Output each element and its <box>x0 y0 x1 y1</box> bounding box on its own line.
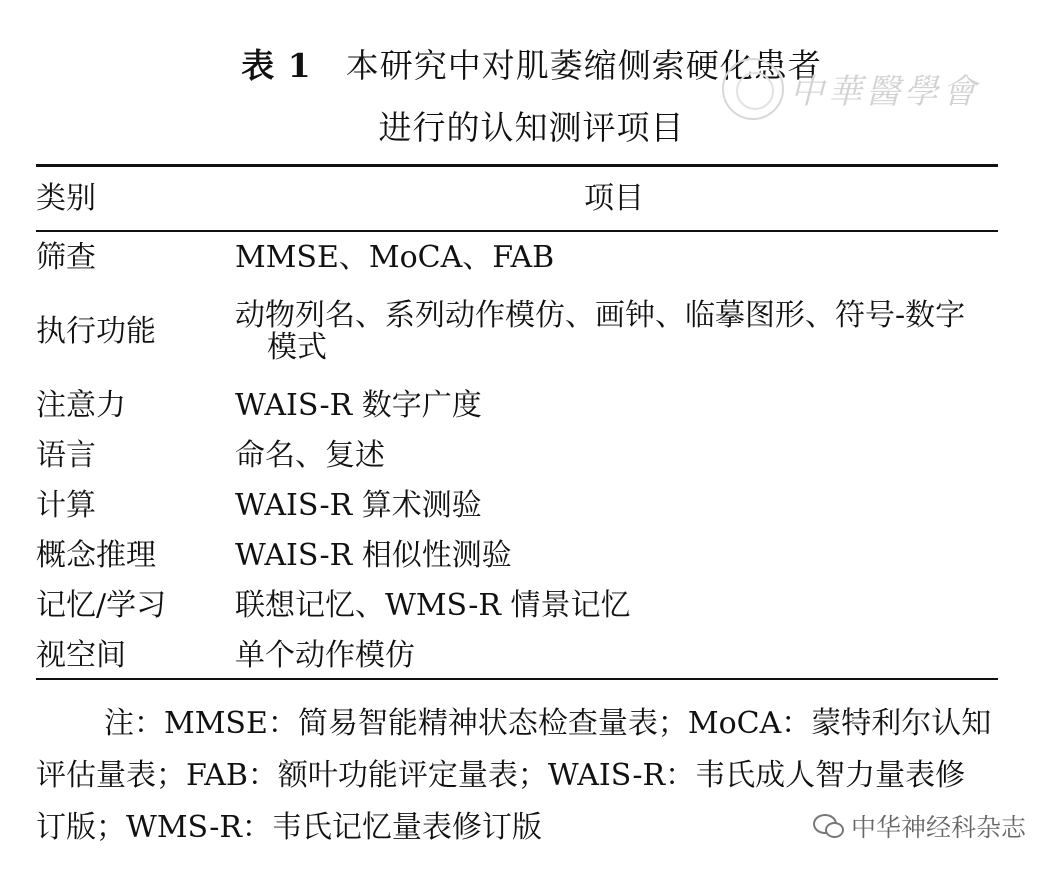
row-category: 语言 <box>36 438 96 473</box>
header-items: 项目 <box>584 181 644 216</box>
table-note-line3: 订版；WMS-R：韦氏记忆量表修订版 <box>36 810 542 845</box>
row-items <box>235 638 1005 674</box>
row-items-text: 单个动作模仿 <box>235 638 415 673</box>
row-items-text: MMSE、MoCA、FAB <box>235 240 555 275</box>
row-items <box>235 588 1005 624</box>
row-items-text: 联想记忆、WMS-R 情景记忆 <box>235 588 631 623</box>
row-items <box>235 298 1005 366</box>
row-items <box>235 388 1005 424</box>
wechat-account-name: 中华神经科杂志 <box>851 813 1027 842</box>
table-note-line2: 评估量表；FAB：额叶功能评定量表；WAIS-R：韦氏成人智力量表修 <box>36 758 966 793</box>
row-category: 执行功能 <box>36 314 156 349</box>
row-category: 概念推理 <box>36 538 156 573</box>
row-category: 记忆/学习 <box>36 588 167 623</box>
table-title-line2: 进行的认知测评项目 <box>378 108 685 147</box>
row-items <box>235 488 1005 524</box>
watermark-logo-text: 中華醫學會 <box>790 72 980 112</box>
row-category: 筛查 <box>36 240 96 275</box>
row-category: 注意力 <box>36 388 126 423</box>
header-rule <box>36 230 998 232</box>
row-category: 视空间 <box>36 638 126 673</box>
header-category: 类别 <box>36 181 96 216</box>
row-items <box>235 240 1005 276</box>
bottom-rule <box>36 678 998 680</box>
row-items-text: 命名、复述 <box>235 438 385 473</box>
row-items-text: 动物列名、系列动作模仿、画钟、临摹图形、符号-数字 <box>235 298 966 333</box>
table-note-line1: 注：MMSE：简易智能精神状态检查量表；MoCA：蒙特利尔认知 <box>104 706 992 741</box>
top-rule <box>36 164 998 167</box>
row-items <box>235 538 1005 574</box>
row-items-continuation: 模式 <box>267 330 327 365</box>
wechat-icon <box>813 813 843 839</box>
wechat-watermark <box>813 808 1026 844</box>
row-items-text: WAIS-R 算术测验 <box>235 488 482 523</box>
table-number: 表 1 <box>241 46 312 85</box>
seal-logo <box>722 58 784 120</box>
row-items <box>235 438 1005 474</box>
row-items-text: WAIS-R 相似性测验 <box>235 538 512 573</box>
row-category: 计算 <box>36 488 96 523</box>
row-items-text: WAIS-R 数字广度 <box>235 388 482 423</box>
table-title-line1: 本研究中对肌萎缩侧索硬化患者 <box>345 46 822 85</box>
